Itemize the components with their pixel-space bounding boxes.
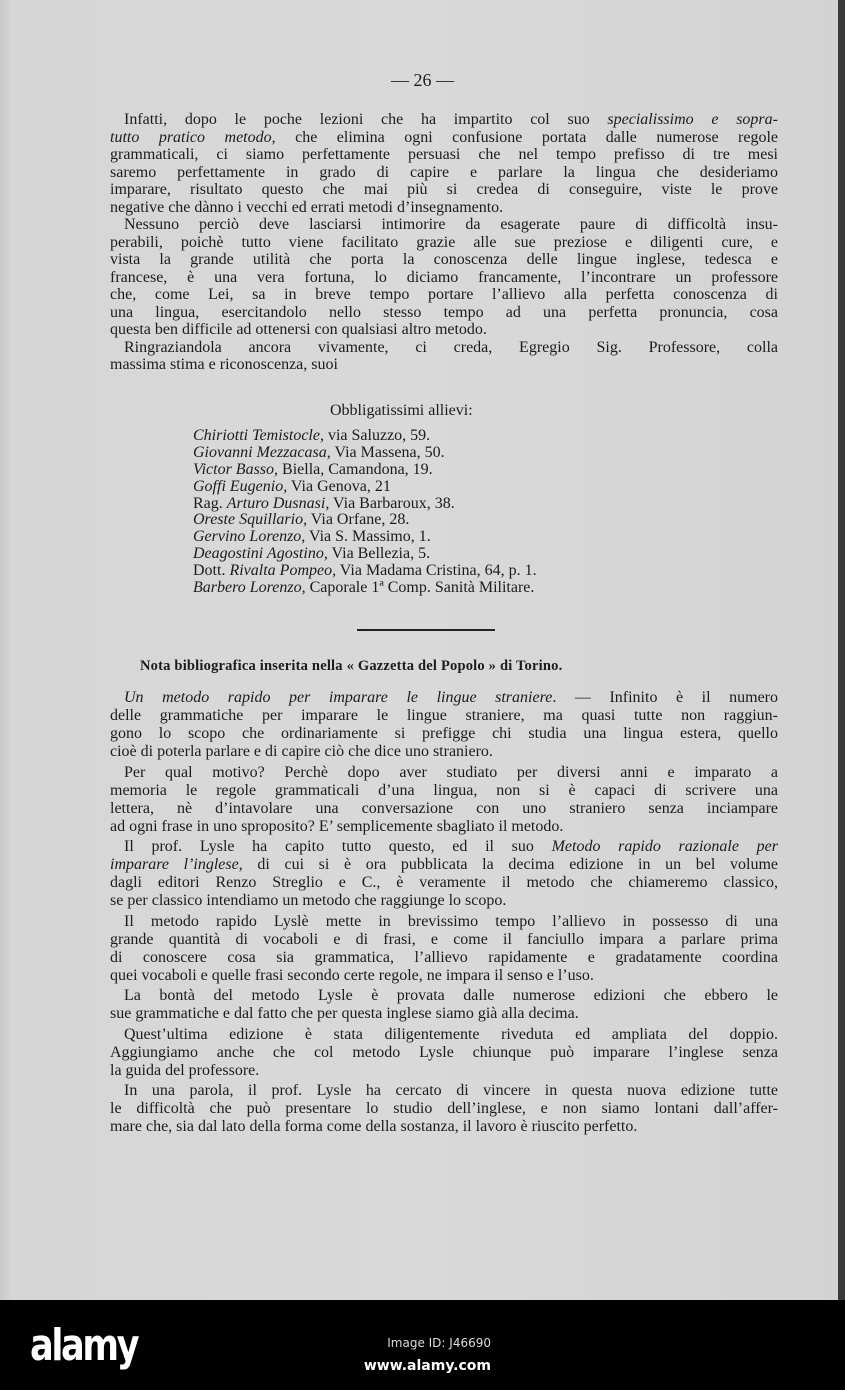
signatory-address: via Saluzzo, 59. [323, 427, 431, 444]
text-span: Infatti, dopo le poche lezioni che ha impartito col suo [124, 111, 608, 128]
text-span: le difficoltà che può presentare lo studio dell’inglese, e non siamo lontani dall’affer- [110, 1100, 778, 1117]
text-span: grande quantità di vocaboli e di frasi, e come il fanciullo impara a parlare prima [110, 930, 778, 948]
signatory-address: Via Genova, 21 [287, 477, 391, 495]
italic-text: Un metodo rapido per imparare le lingue straniere [124, 689, 553, 706]
text-span: quei vocaboli e quelle frasi secondo certe regole, ne impara il senso e l’uso. [110, 966, 594, 984]
page-edge [838, 0, 845, 1300]
text-line [110, 800, 778, 818]
paragraph [110, 764, 778, 836]
signatory-name: Oreste Squillario, [193, 511, 308, 529]
text-span: cioè di poterla parlare e di capire ciò che dice uno straniero. [110, 743, 493, 760]
text-span: la guida del professore. [110, 1061, 260, 1079]
text-span: lettera, nè d’intavolare una conversazione con uno straniero senza inciampare [110, 799, 778, 817]
italic-text: specialissimo e sopra- [607, 111, 778, 128]
paragraph [110, 689, 778, 761]
text-span: . — Infinito è il numero [552, 689, 779, 706]
text-span: Quest’ultima edizione è stata diligentemente riveduta ed ampliata del doppio. [124, 1025, 778, 1043]
watermark-url: www.alamy.com [363, 1358, 491, 1374]
text-line [110, 1005, 778, 1023]
text-span: francese, è una vera fortuna, lo diciamo francamente, l’incontrare un professore [110, 268, 778, 286]
text-span: di conoscere cosa sia grammatica, l’allievo rapidamente e gradatamente coordina [110, 948, 778, 966]
signatory-name: Arturo Dusnasi, [226, 494, 330, 512]
signatory-row [193, 546, 537, 563]
text-line [110, 339, 778, 357]
text-span: se per classico intendiamo un metodo che raggiunge lo scopo. [110, 892, 507, 909]
text-span: In una parola, il prof. Lysle ha cercato di vincere in questa nuova edizione tutte [124, 1082, 778, 1099]
text-line [110, 764, 778, 782]
review-heading: Nota bibliografica inserita nella « Gazzetta del Popolo » di Torino. [140, 658, 563, 674]
signatory-row [193, 462, 537, 479]
text-span: , che elimina ogni confusione portata dalle numerose regole [271, 128, 779, 146]
text-span: questa ben difficile ad ottenersi con qualsiasi altro metodo. [110, 321, 487, 338]
italic-text: imparare l’inglese [110, 856, 239, 873]
text-line [110, 356, 778, 374]
signatory-row [193, 496, 537, 513]
text-line [110, 818, 778, 836]
letter-closing: Obbligatissimi allievi: [330, 402, 473, 419]
text-line [110, 949, 778, 967]
signatory-name: Barbero Lorenzo, [193, 579, 306, 597]
text-line [110, 1026, 778, 1044]
paragraph [110, 987, 778, 1023]
paragraph [110, 1026, 778, 1080]
text-line [110, 782, 778, 800]
text-line [110, 689, 778, 707]
text-line [110, 1118, 778, 1136]
text-span: dagli editori Renzo Streglio e C., è veramente il metodo che chiameremo classico, [110, 874, 778, 891]
text-line [110, 164, 778, 182]
text-line [110, 987, 778, 1005]
review-body [110, 689, 778, 1136]
image-id-label: Image ID: J46690 [387, 1336, 491, 1350]
signatory-name: Gervino Lorenzo, [193, 528, 306, 546]
text-span: negative che dànno i vecchi ed errati metodi d’insegnamento. [110, 198, 504, 216]
text-span: Il metodo rapido Lyslè mette in brevissimo tempo l’allievo in possesso di una [124, 912, 778, 930]
paragraph [110, 111, 778, 216]
text-line [110, 1082, 778, 1100]
text-line [110, 931, 778, 949]
signatory-address: Via Orfane, 28. [307, 511, 410, 529]
text-span: La bontà del metodo Lysle è provata dalle numerose edizioni che ebbero le [124, 987, 778, 1004]
text-line [110, 286, 778, 304]
text-span: Ringraziandola ancora vivamente, ci creda, Egregio Sig. Professore, colla [124, 338, 778, 356]
paragraph [110, 339, 778, 374]
signatory-name: Rivalta Pompeo, [229, 562, 337, 580]
text-line [110, 1062, 778, 1080]
text-line [110, 856, 778, 874]
text-span: ad ogni frase in uno sproposito? E’ semplicemente sbagliato il metodo. [110, 817, 564, 835]
paragraph [110, 1082, 778, 1136]
signatory-row [193, 445, 537, 462]
text-span: grammaticali, ci siamo perfettamente persuasi che nel tempo prefisso di tre mesi [110, 146, 778, 163]
signatory-name: Deagostini Agostino, [193, 545, 328, 563]
signatory-row [193, 529, 537, 546]
text-line [110, 967, 778, 985]
signatory-address: Via Massena, 50. [330, 443, 445, 461]
text-line [110, 129, 778, 147]
signatory-name: Giovanni Mezzacasa, [193, 443, 331, 461]
signatory-name: Goffi Eugenio, [193, 477, 288, 495]
text-line [110, 216, 778, 234]
text-line [110, 892, 778, 910]
text-line [110, 269, 778, 287]
text-line [110, 874, 778, 892]
signatory-row [193, 512, 537, 529]
text-line [110, 838, 778, 856]
signatory-address: Caporale 1ª Comp. Sanità Militare. [305, 579, 535, 597]
text-line [110, 304, 778, 322]
text-span: sue grammatiche e dal fatto che per questa inglese siamo già alla decima. [110, 1005, 579, 1022]
alamy-logo: alamy [30, 1320, 138, 1371]
signatory-title: Dott. [193, 562, 230, 580]
text-line [110, 321, 778, 339]
text-line [110, 234, 778, 252]
signatory-address: Via Madama Cristina, 64, p. 1. [336, 562, 537, 580]
text-line [110, 251, 778, 269]
text-span: Aggiungiamo anche che col metodo Lysle chiunque può imparare l’inglese senza [110, 1043, 778, 1061]
italic-text: Metodo rapido razionale per [551, 838, 778, 855]
text-span: massima stima e riconoscenza, suoi [110, 356, 338, 373]
watermark-bar [0, 1300, 845, 1390]
signatory-address: Via S. Massimo, 1. [305, 528, 431, 546]
signatory-title: Rag. [193, 494, 227, 512]
text-span: Per qual motivo? Perchè dopo aver studiato per diversi anni e imparato a [124, 763, 778, 781]
signatory-address: Via Barbaroux, 38. [329, 494, 455, 512]
text-line [110, 1044, 778, 1062]
text-line [110, 111, 778, 129]
signatory-row [193, 428, 537, 445]
text-span: una lingua, esercitandolo nello stesso tempo ad una perfetta pronuncia, cosa [110, 303, 778, 321]
italic-text: tutto pratico metodo [110, 128, 272, 146]
signatory-row [193, 563, 537, 580]
text-span: mare che, sia dal lato della forma come della sostanza, il lavoro è riuscito perfetto. [110, 1118, 638, 1135]
text-span: vista la grande utilità che porta la conoscenza delle lingue inglese, tedesca e [110, 251, 778, 268]
signatory-address: Biella, Camandona, 19. [278, 460, 433, 478]
signatory-name: Chiriotti Temistocle, [193, 427, 324, 444]
paragraph [110, 913, 778, 985]
text-span: saremo perfettamente in grado di capire e parlare la lingua che desideriamo [110, 163, 778, 181]
paragraph [110, 216, 778, 339]
signatory-row [193, 580, 537, 597]
text-span: memoria le regole grammaticali d’una lingua, non si è capaci di scrivere una [110, 781, 778, 799]
text-span: Il prof. Lysle ha capito tutto questo, ed il suo [124, 838, 552, 855]
text-line [110, 725, 778, 743]
letter-body [110, 111, 778, 374]
signatory-row [193, 479, 537, 496]
text-span: delle grammatiche per imparare le lingue straniere, ma quasi tutte non raggiun- [110, 707, 778, 724]
signatory-name: Victor Basso, [193, 460, 279, 478]
text-line [110, 743, 778, 761]
text-span: imparare, risultato questo che mai più si credea di conseguire, viste le prove [110, 181, 778, 198]
paragraph [110, 838, 778, 910]
text-span: Nessuno perciò deve lasciarsi intimorire da esagerate paure di difficoltà insu- [124, 216, 778, 233]
text-span: perabili, poichè tutto viene facilitato grazie alle sue preziose e diligenti cure, e [110, 233, 778, 251]
text-line [110, 707, 778, 725]
text-line [110, 199, 778, 217]
signatories-list [193, 428, 537, 597]
section-divider [357, 629, 495, 631]
text-line [110, 181, 778, 199]
text-span: gono lo scopo che ordinariamente si prefigge chi studia una lingua estera, quello [110, 725, 778, 742]
text-span: , di cui si è ora pubblicata la decima edizione in un bel volume [238, 856, 778, 873]
page-number: — 26 — [391, 70, 454, 90]
text-span: che, come Lei, sa in breve tempo portare l’allievo alla perfetta conoscenza di [110, 286, 778, 303]
text-line [110, 146, 778, 164]
text-line [110, 913, 778, 931]
signatory-address: Via Bellezia, 5. [327, 545, 431, 563]
text-line [110, 1100, 778, 1118]
